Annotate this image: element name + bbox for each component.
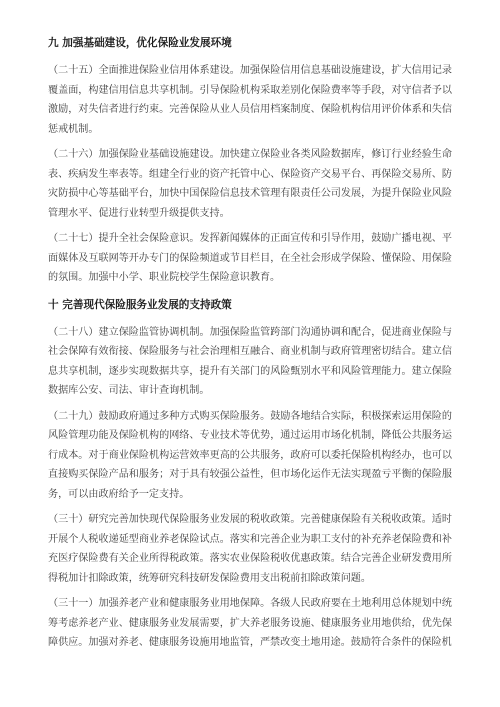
paragraph-25: （二十五）全面推进保险业信用体系建设。加强保险信用信息基础设施建设，扩大信用记录覆盖面，构建信用信息共享机制。引导保险机构采取差别化保险费率等手段，对守信者予以激励，对失信者进行约束。完善保险从业人员信用档案制度、保险机构信用评价体系和失信惩戒机制。 [48,65,452,135]
paragraph-30: （三十）研究完善加快现代保险服务业发展的税收政策。完善健康保险有关税收政策。适时开展个人税收递延型商业养老保险试点。落实和完善企业为职工支付的补充养老保险费和补充医疗保险费有关企业所得税政策。落实农业保险税收优惠政策。结合完善企业研发费用所得税加计扣除政策，统筹研究科技研发保险费用支出税前扣除政策问题。 [48,514,452,584]
section-heading-10: 十 完善现代保险服务业发展的支持政策 [48,298,232,311]
paragraph-26: （二十六）加强保险业基础设施建设。加快建立保险业各类风险数据库，修订行业经验生命表、疾病发生率表等。组建全行业的资产托管中心、保险资产交易平台、再保险交易所、防灾防损中心等基础平台，加快中国保险信息技术管理有限责任公司发展，为提升保险业风险管理水平、促进行业转型升级提供支持。 [48,149,452,219]
paragraph-31: （三十一）加强养老产业和健康服务业用地保障。各级人民政府要在土地利用总体规划中统筹考虑养老产业、健康服务业发展需要，扩大养老服务设施、健康服务业用地供给，优先保障供应。加强对养老、健康服务设施用地监管，严禁改变土地用途。鼓励符合条件的保险机 [48,598,452,648]
paragraph-28: （二十八）建立保险监管协调机制。加强保险监管跨部门沟通协调和配合，促进商业保险与社会保障有效衔接、保险服务与社会治理相互融合、商业机制与政府管理密切结合。建立信息共享机制，逐步实现数据共享，提升有关部门的风险甄别水平和风险管理能力。建立保险数据库公安、司法、审计查询机制。 [48,326,452,396]
section-heading-9: 九 加强基础建设，优化保险业发展环境 [48,37,232,49]
paragraph-27: （二十七）提升全社会保险意识。发挥新闻媒体的正面宣传和引导作用，鼓励广播电视、平面媒体及互联网等开办专门的保险频道或节目栏目，在全社会形成学保险、懂保险、用保险的氛围。加强中小学、职业院校学生保险意识教育。 [48,233,452,283]
paragraph-29: （二十九）鼓励政府通过多种方式购买保险服务。鼓励各地结合实际，积极探索运用保险的风险管理功能及保险机构的网络、专业技术等优势，通过运用市场化机制，降低公共服务运行成本。对于商业保险机构运营效率更高的公共服务，政府可以委托保险机构经办，也可以直接购买保险产品和服务；对于具有较强公益性，但市场化运作无法实现盈亏平衡的保险服务，可以由政府给予一定支持。 [48,410,452,500]
document-page [48,36,452,659]
